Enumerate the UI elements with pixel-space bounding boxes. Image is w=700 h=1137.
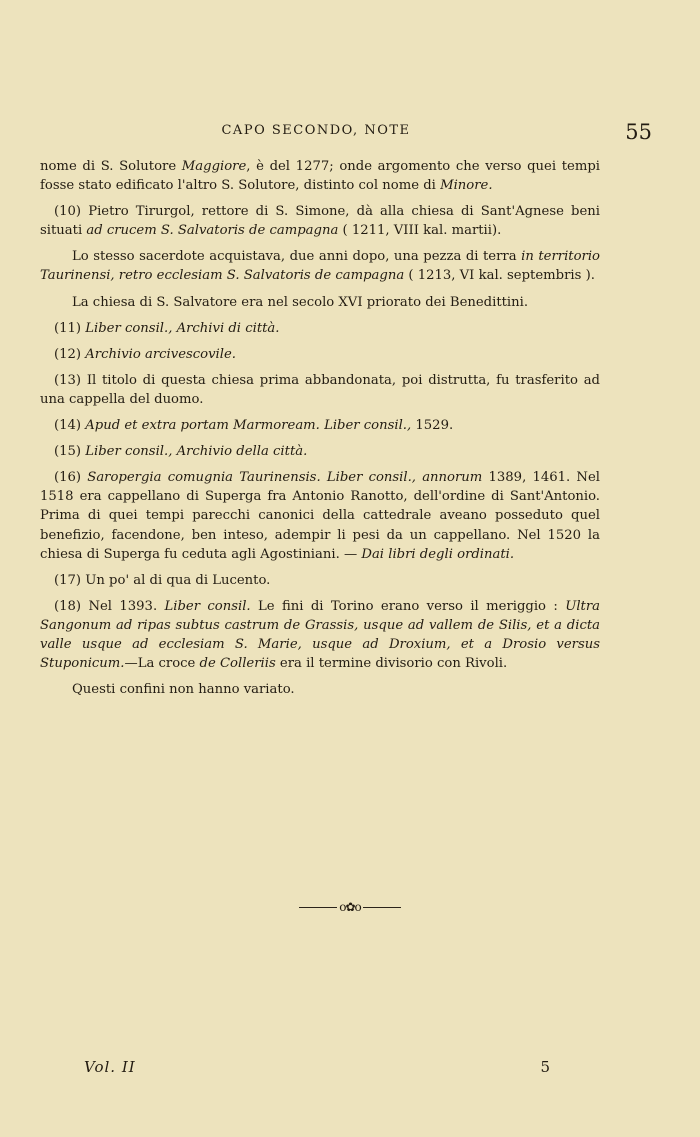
volume-label: Vol. II bbox=[84, 1058, 136, 1076]
note-paragraph bbox=[40, 157, 600, 195]
italic-text: Liber consil., Archivi di città. bbox=[85, 320, 280, 336]
note-paragraph bbox=[40, 680, 600, 699]
text-segment: (17) Un po' al di qua di Lucento. bbox=[54, 572, 271, 588]
running-header bbox=[40, 120, 652, 144]
text-segment: nome di S. Solutore bbox=[40, 159, 182, 174]
note-paragraph bbox=[40, 319, 600, 338]
italic-text: Archivio arcivescovile. bbox=[85, 346, 236, 362]
italic-text: Apud et extra portam Marmoream. Liber consil., bbox=[85, 418, 412, 434]
text-segment: ( 1213, VI kal. septembris ). bbox=[404, 268, 595, 284]
text-segment: , è del 1277; onde argomento che verso quei tempi fosse stato edificato l'altro S. Solutore, distinto col nome di bbox=[40, 159, 600, 194]
text-segment: (14) bbox=[54, 418, 86, 434]
text-segment: Questi confini non hanno variato. bbox=[72, 682, 295, 698]
text-segment: La chiesa di S. Salvatore era nel secolo XVI priorato dei Benedittini. bbox=[72, 294, 529, 310]
text-segment: 1529. bbox=[411, 418, 454, 434]
text-segment: (11) bbox=[54, 320, 86, 336]
text-segment: (12) bbox=[54, 346, 86, 362]
note-paragraph bbox=[40, 416, 600, 435]
italic-text: Ultra Sangonum ad ripas subtus castrum de Grassis, usque ad vallem de Silis, et a dicta valle usque ad ecclesiam S. Marie, usque ad Droxium, et a Drosio versus Stuponicum. bbox=[40, 598, 601, 672]
italic-text: Liber consil. bbox=[164, 598, 251, 614]
italic-text: Dai libri degli ordinati. bbox=[361, 546, 515, 562]
notes-body bbox=[40, 157, 600, 706]
italic-text: in territorio Taurinensi, retro ecclesiam S. Salvatoris de campagna bbox=[40, 249, 600, 284]
text-segment: Lo stesso sacerdote acquistava, due anni dopo, una pezza di terra bbox=[72, 249, 522, 265]
italic-text: Liber consil., Archivio della città. bbox=[85, 444, 308, 460]
italic-text: Minore. bbox=[440, 178, 493, 194]
running-title: CAPO SECONDO, NOTE bbox=[221, 123, 411, 138]
page-number: 55 bbox=[625, 120, 652, 144]
end-ornament bbox=[0, 900, 700, 914]
text-segment: era il termine divisorio con Rivoli. bbox=[275, 656, 508, 672]
text-segment: (18) Nel 1393. bbox=[54, 598, 165, 614]
text-segment: (13) Il titolo di questa chiesa prima abbandonata, poi distrutta, fu trasferito ad una cappella del duomo. bbox=[40, 372, 600, 407]
note-paragraph bbox=[40, 345, 600, 364]
note-paragraph bbox=[40, 371, 600, 409]
note-paragraph bbox=[40, 468, 600, 563]
note-paragraph bbox=[40, 442, 600, 461]
note-paragraph bbox=[40, 293, 600, 312]
text-segment: Le fini di Torino erano verso il meriggio : bbox=[250, 598, 566, 614]
ornament-flourish: o✿o bbox=[339, 900, 361, 914]
italic-text: Saropergia comugnia Taurinensis. Liber consil., annorum bbox=[87, 470, 483, 486]
text-segment: (16) bbox=[54, 470, 88, 486]
text-segment: —La croce bbox=[124, 656, 200, 672]
ornament-rule-left bbox=[299, 907, 337, 908]
ornament-rule-right bbox=[363, 907, 401, 908]
note-paragraph bbox=[40, 597, 600, 673]
page-footer bbox=[84, 1058, 550, 1076]
italic-text: Maggiore bbox=[181, 159, 247, 174]
signature-mark: 5 bbox=[540, 1058, 550, 1076]
italic-text: de Colleriis bbox=[199, 656, 276, 672]
text-segment: (15) bbox=[54, 444, 86, 460]
text-segment: 1389, 1461. Nel 1518 era cappellano di Superga fra Antonio Ranotto, dell'ordine di Sant'Antonio. Prima di quei tempi parecchi canonici della cattedrale aveano posseduto quel benefizio, facendone, ben inteso, adempir li pesi da un cappellano. Nel 1520 la chiesa di Superga fu ceduta agli Agostiniani. — bbox=[40, 470, 600, 562]
text-segment: ( 1211, VIII kal. martii). bbox=[338, 223, 502, 239]
note-paragraph bbox=[40, 202, 600, 240]
note-paragraph bbox=[40, 571, 600, 590]
note-paragraph bbox=[40, 247, 600, 285]
italic-text: ad crucem S. Salvatoris de campagna bbox=[86, 223, 339, 239]
text-segment: (10) Pietro Tirurgol, rettore di S. Simone, dà alla chiesa di Sant'Agnese beni situati bbox=[40, 204, 600, 239]
